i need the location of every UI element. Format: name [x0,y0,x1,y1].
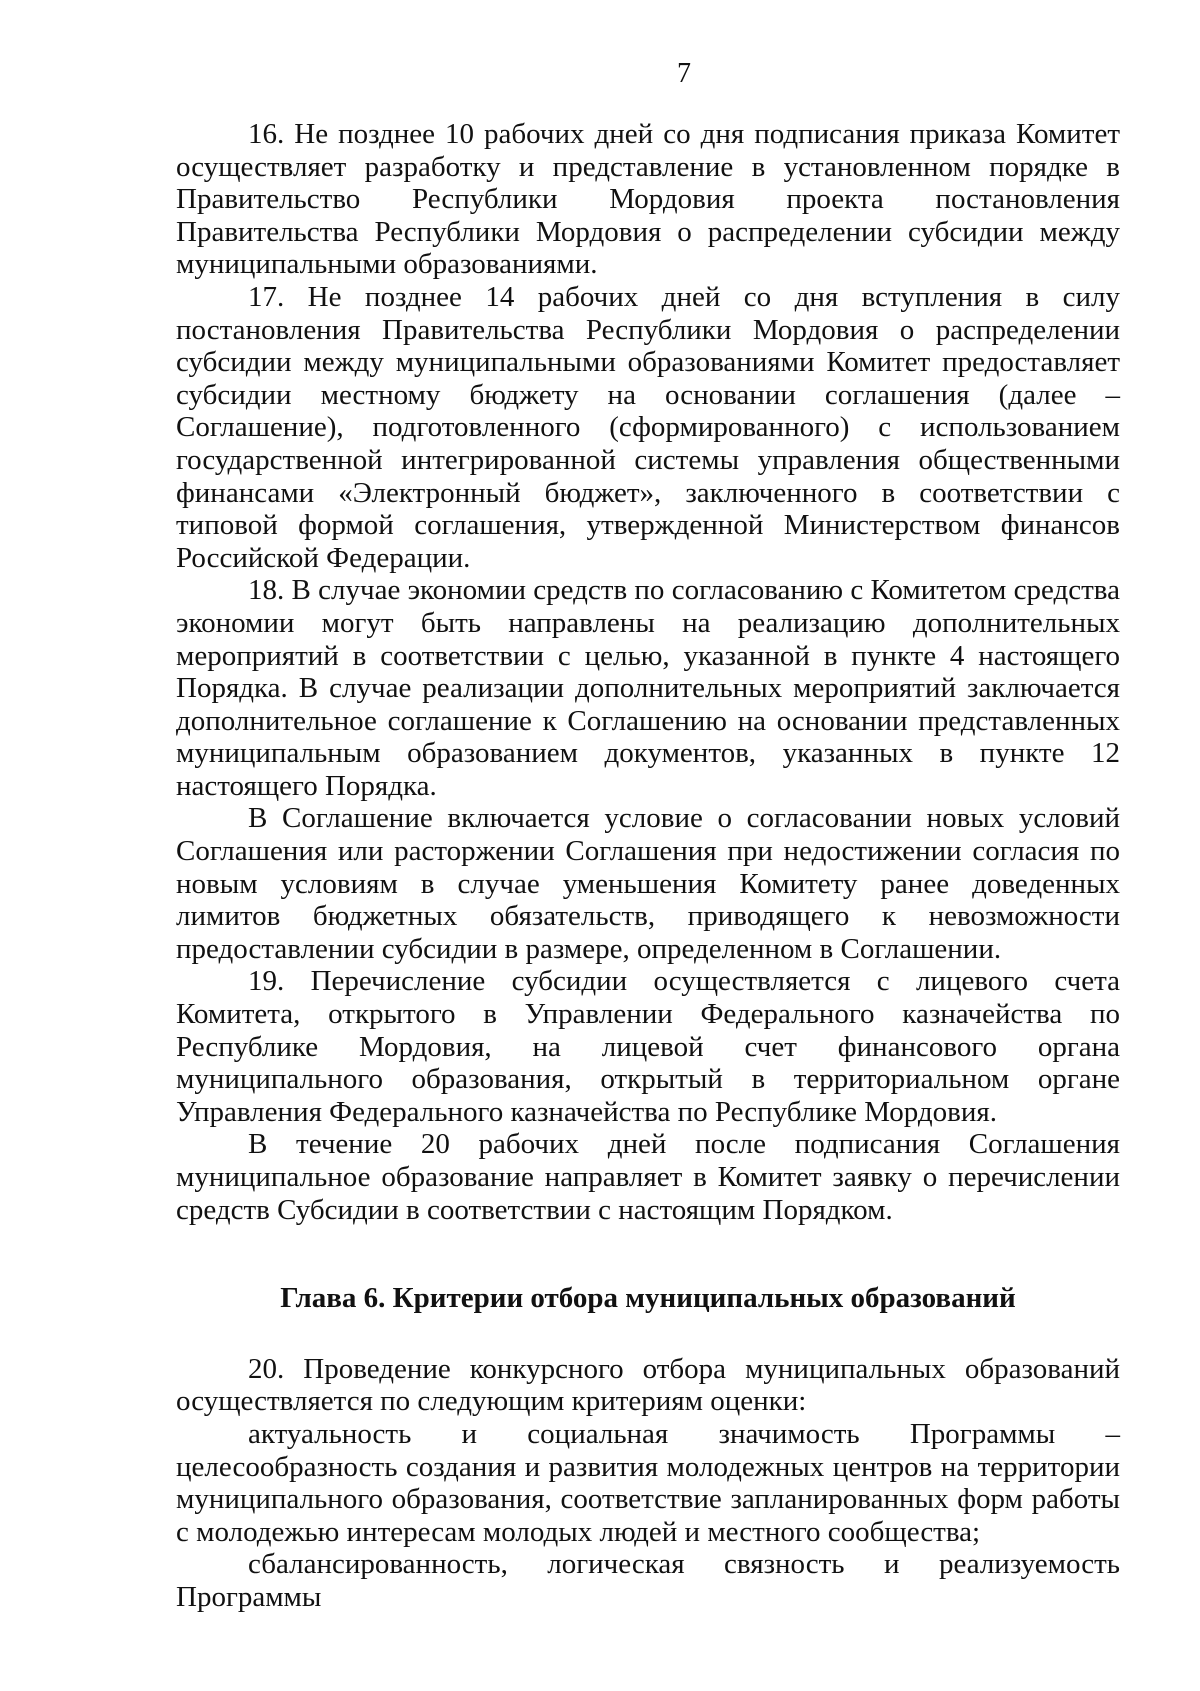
paragraph-16: 16. Не позднее 10 рабочих дней со дня подписания приказа Комитет осуществляет разработку и представление в установленном порядке в Правительство Республики Мордовия проекта постановления Правительства Республики Мордовия о распределении субсидии между муниципальными образованиями. [176,118,1120,281]
paragraph-19: 19. Перечисление субсидии осуществляется с лицевого счета Комитета, открытого в Управлении Федерального казначейства по Республике Мордовия, на лицевой счет финансового органа муниципального образования, открытый в территориальном органе Управления Федерального казначейства по Республике Мордовия. [176,965,1120,1128]
chapter-heading: Глава 6. Критерии отбора муниципальных образований [280,1282,1016,1315]
criterion-relevance: актуальность и социальная значимость Программы – целесообразность создания и развития молодежных центров на территории муниципального образования, соответствие запланированных форм работы с молодежью интересам молодых людей и местного сообщества; [176,1417,1120,1548]
paragraph-19-application: В течение 20 рабочих дней после подписания Соглашения муниципальное образование направляет в Комитет заявку о перечислении средств Субсидии в соответствии с настоящим Порядком. [176,1128,1120,1226]
spacer [176,1226,1120,1282]
criterion-balance: сбалансированность, логическая связность и реализуемость Программы [176,1548,1120,1613]
page-number: 7 [677,58,691,89]
paragraph-18: 18. В случае экономии средств по согласованию с Комитетом средства экономии могут быть направлены на реализацию дополнительных мероприятий в соответствии с целью, указанной в пункте 4 настоящего Порядка. В случае реализации дополнительных мероприятий заключается дополнительное соглашение к Соглашению на основании представленных муниципальным образованием документов, указанных в пункте 12 настоящего Порядка. [176,574,1120,802]
spacer [176,1315,1120,1353]
paragraph-18-agreement-condition: В Соглашение включается условие о согласовании новых условий Соглашения или расторжении Соглашения при недостижении согласия по новым условиям в случае уменьшения Комитету ранее доведенных лимитов бюджетных обязательств, приводящего к невозможности предоставлении субсидии в размере, определенном в Соглашении. [176,802,1120,965]
paragraph-20: 20. Проведение конкурсного отбора муниципальных образований осуществляется по следующим критериям оценки: [176,1352,1120,1418]
paragraph-17: 17. Не позднее 14 рабочих дней со дня вступления в силу постановления Правительства Республики Мордовия о распределении субсидии между муниципальными образованиями Комитет предоставляет субсидии местному бюджету на основании соглашения (далее – Соглашение), подготовленного (сформированного) с использованием государственной интегрированной системы управления общественными финансами «Электронный бюджет», заключенного в соответствии с типовой формой соглашения, утвержденной Министерством финансов Российской Федерации. [176,280,1120,574]
document-body [176,118,1120,1614]
